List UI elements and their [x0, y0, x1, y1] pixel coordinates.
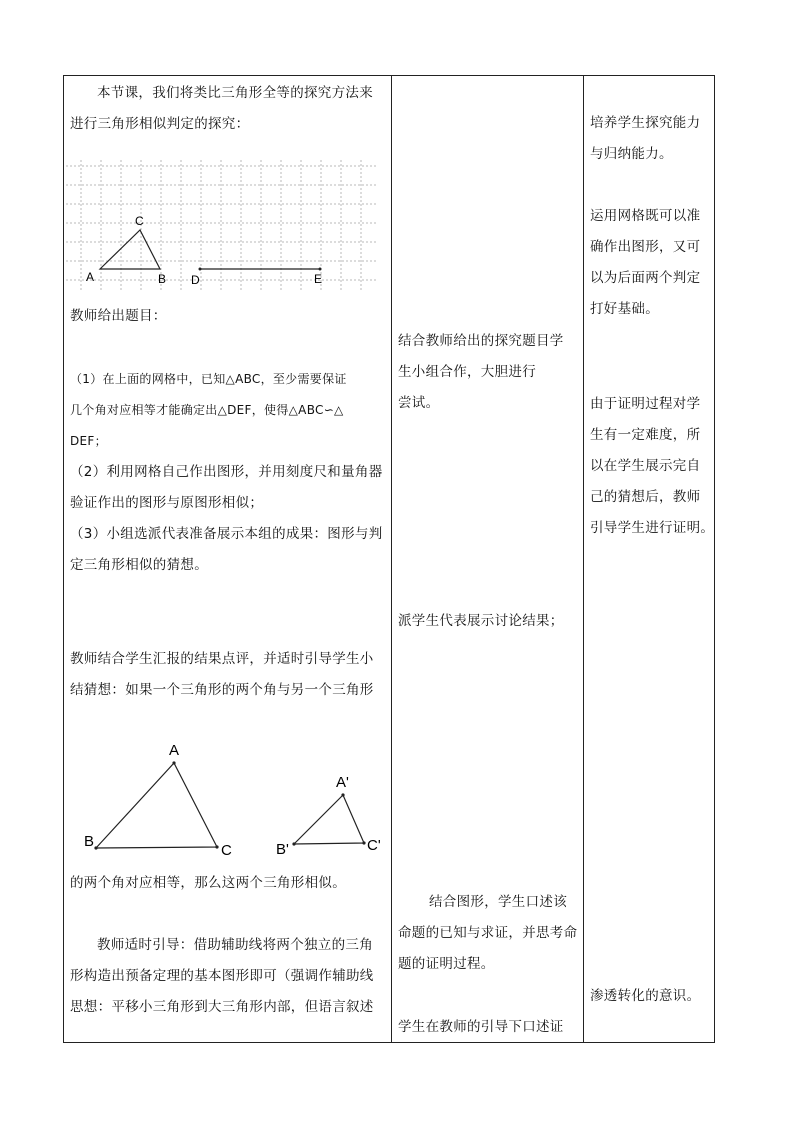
aim3-line1: 由于证明过程对学	[590, 396, 701, 412]
explore-line1: 结合教师给出的探究题目学	[398, 333, 564, 349]
aim2-line1: 运用网格既可以准	[590, 208, 701, 224]
question3-line2: 定三角形相似的猜想。	[70, 557, 208, 573]
aim1-line1: 培养学生探究能力	[590, 115, 701, 131]
large-vertex-b	[94, 846, 97, 849]
aim2-line2: 确作出图形，又可	[590, 239, 701, 255]
intro-text-line1: 本节课，我们将类比三角形全等的探究方法来	[97, 85, 373, 101]
label-big-c: C	[221, 842, 232, 859]
aim2-line3: 以为后面两个判定	[590, 270, 701, 286]
teacher-title: 教师给出题目：	[70, 308, 167, 324]
question2-line2: 验证作出的图形与原图形相似；	[70, 495, 264, 511]
point-d	[199, 268, 202, 271]
label-big-a: A	[169, 742, 180, 759]
proof-line: 学生在教师的引导下口述证	[398, 1019, 564, 1035]
label-big-b: B	[84, 833, 95, 850]
question1-line2: 几个角对应相等才能确定出△DEF，使得△ABC∽△	[70, 403, 344, 417]
aim3-line4: 己的猜想后，教师	[590, 489, 701, 505]
proposition-line1: 结合图形，学生口述该	[429, 894, 567, 910]
aim3-line2: 生有一定难度，所	[590, 427, 701, 443]
point-e	[319, 268, 322, 271]
small-vertex-a	[341, 793, 344, 796]
aim3-line3: 以在学生展示完自	[590, 458, 701, 474]
aim3-line5: 引导学生进行证明。	[590, 520, 715, 536]
column-divider-2	[583, 75, 584, 1043]
aim2-line4: 打好基础。	[590, 301, 659, 317]
present-line: 派学生代表展示讨论结果；	[398, 613, 564, 629]
similar-triangles-figure	[70, 735, 390, 865]
small-vertex-b	[292, 842, 295, 845]
label-c: C	[135, 214, 144, 228]
label-e: E	[314, 272, 323, 286]
small-vertex-c	[362, 841, 365, 844]
label-d: D	[191, 273, 200, 287]
grid-figure	[66, 160, 378, 290]
comment-line1: 教师结合学生汇报的结果点评，并适时引导学生小	[70, 651, 374, 667]
large-triangle	[96, 763, 217, 848]
label-b: B	[158, 272, 167, 286]
label-small-c: C'	[367, 837, 381, 854]
guide-line3: 思想：平移小三角形到大三角形内部，但语言叙述	[70, 999, 374, 1015]
proposition-line2: 命题的已知与求证，并思考命	[398, 925, 578, 941]
label-a: A	[86, 270, 95, 284]
aim1-line2: 与归纳能力。	[590, 146, 673, 162]
conclusion-line: 的两个角对应相等，那么这两个三角形相似。	[70, 875, 346, 891]
large-vertex-a	[172, 761, 175, 764]
question2-line1: （2）利用网格自己作出图形，并用刻度尺和量角器	[70, 464, 383, 480]
question1-line1: （1）在上面的网格中，已知△ABC，至少需要保证	[70, 372, 347, 386]
question1-line3: DEF；	[70, 434, 107, 448]
guide-line1: 教师适时引导：借助辅助线将两个独立的三角	[97, 937, 373, 953]
triangle-abc	[100, 230, 160, 269]
intro-text-line2: 进行三角形相似判定的探究：	[70, 116, 250, 132]
large-vertex-c	[215, 845, 218, 848]
label-small-b: B'	[276, 841, 289, 858]
small-triangle	[294, 795, 364, 844]
grid-lines	[66, 160, 378, 290]
column-divider-1	[391, 75, 392, 1043]
proposition-line3: 题的证明过程。	[398, 956, 495, 972]
explore-line2: 生小组合作，大胆进行	[398, 364, 536, 380]
explore-line3: 尝试。	[398, 395, 440, 411]
guide-line2: 形构造出预备定理的基本图形即可（强调作辅助线	[70, 968, 374, 984]
comment-line2: 结猜想：如果一个三角形的两个角与另一个三角形	[70, 682, 374, 698]
label-small-a: A'	[336, 774, 349, 791]
question3-line1: （3）小组选派代表准备展示本组的成果：图形与判	[70, 526, 383, 542]
aim4-line: 渗透转化的意识。	[590, 988, 701, 1004]
